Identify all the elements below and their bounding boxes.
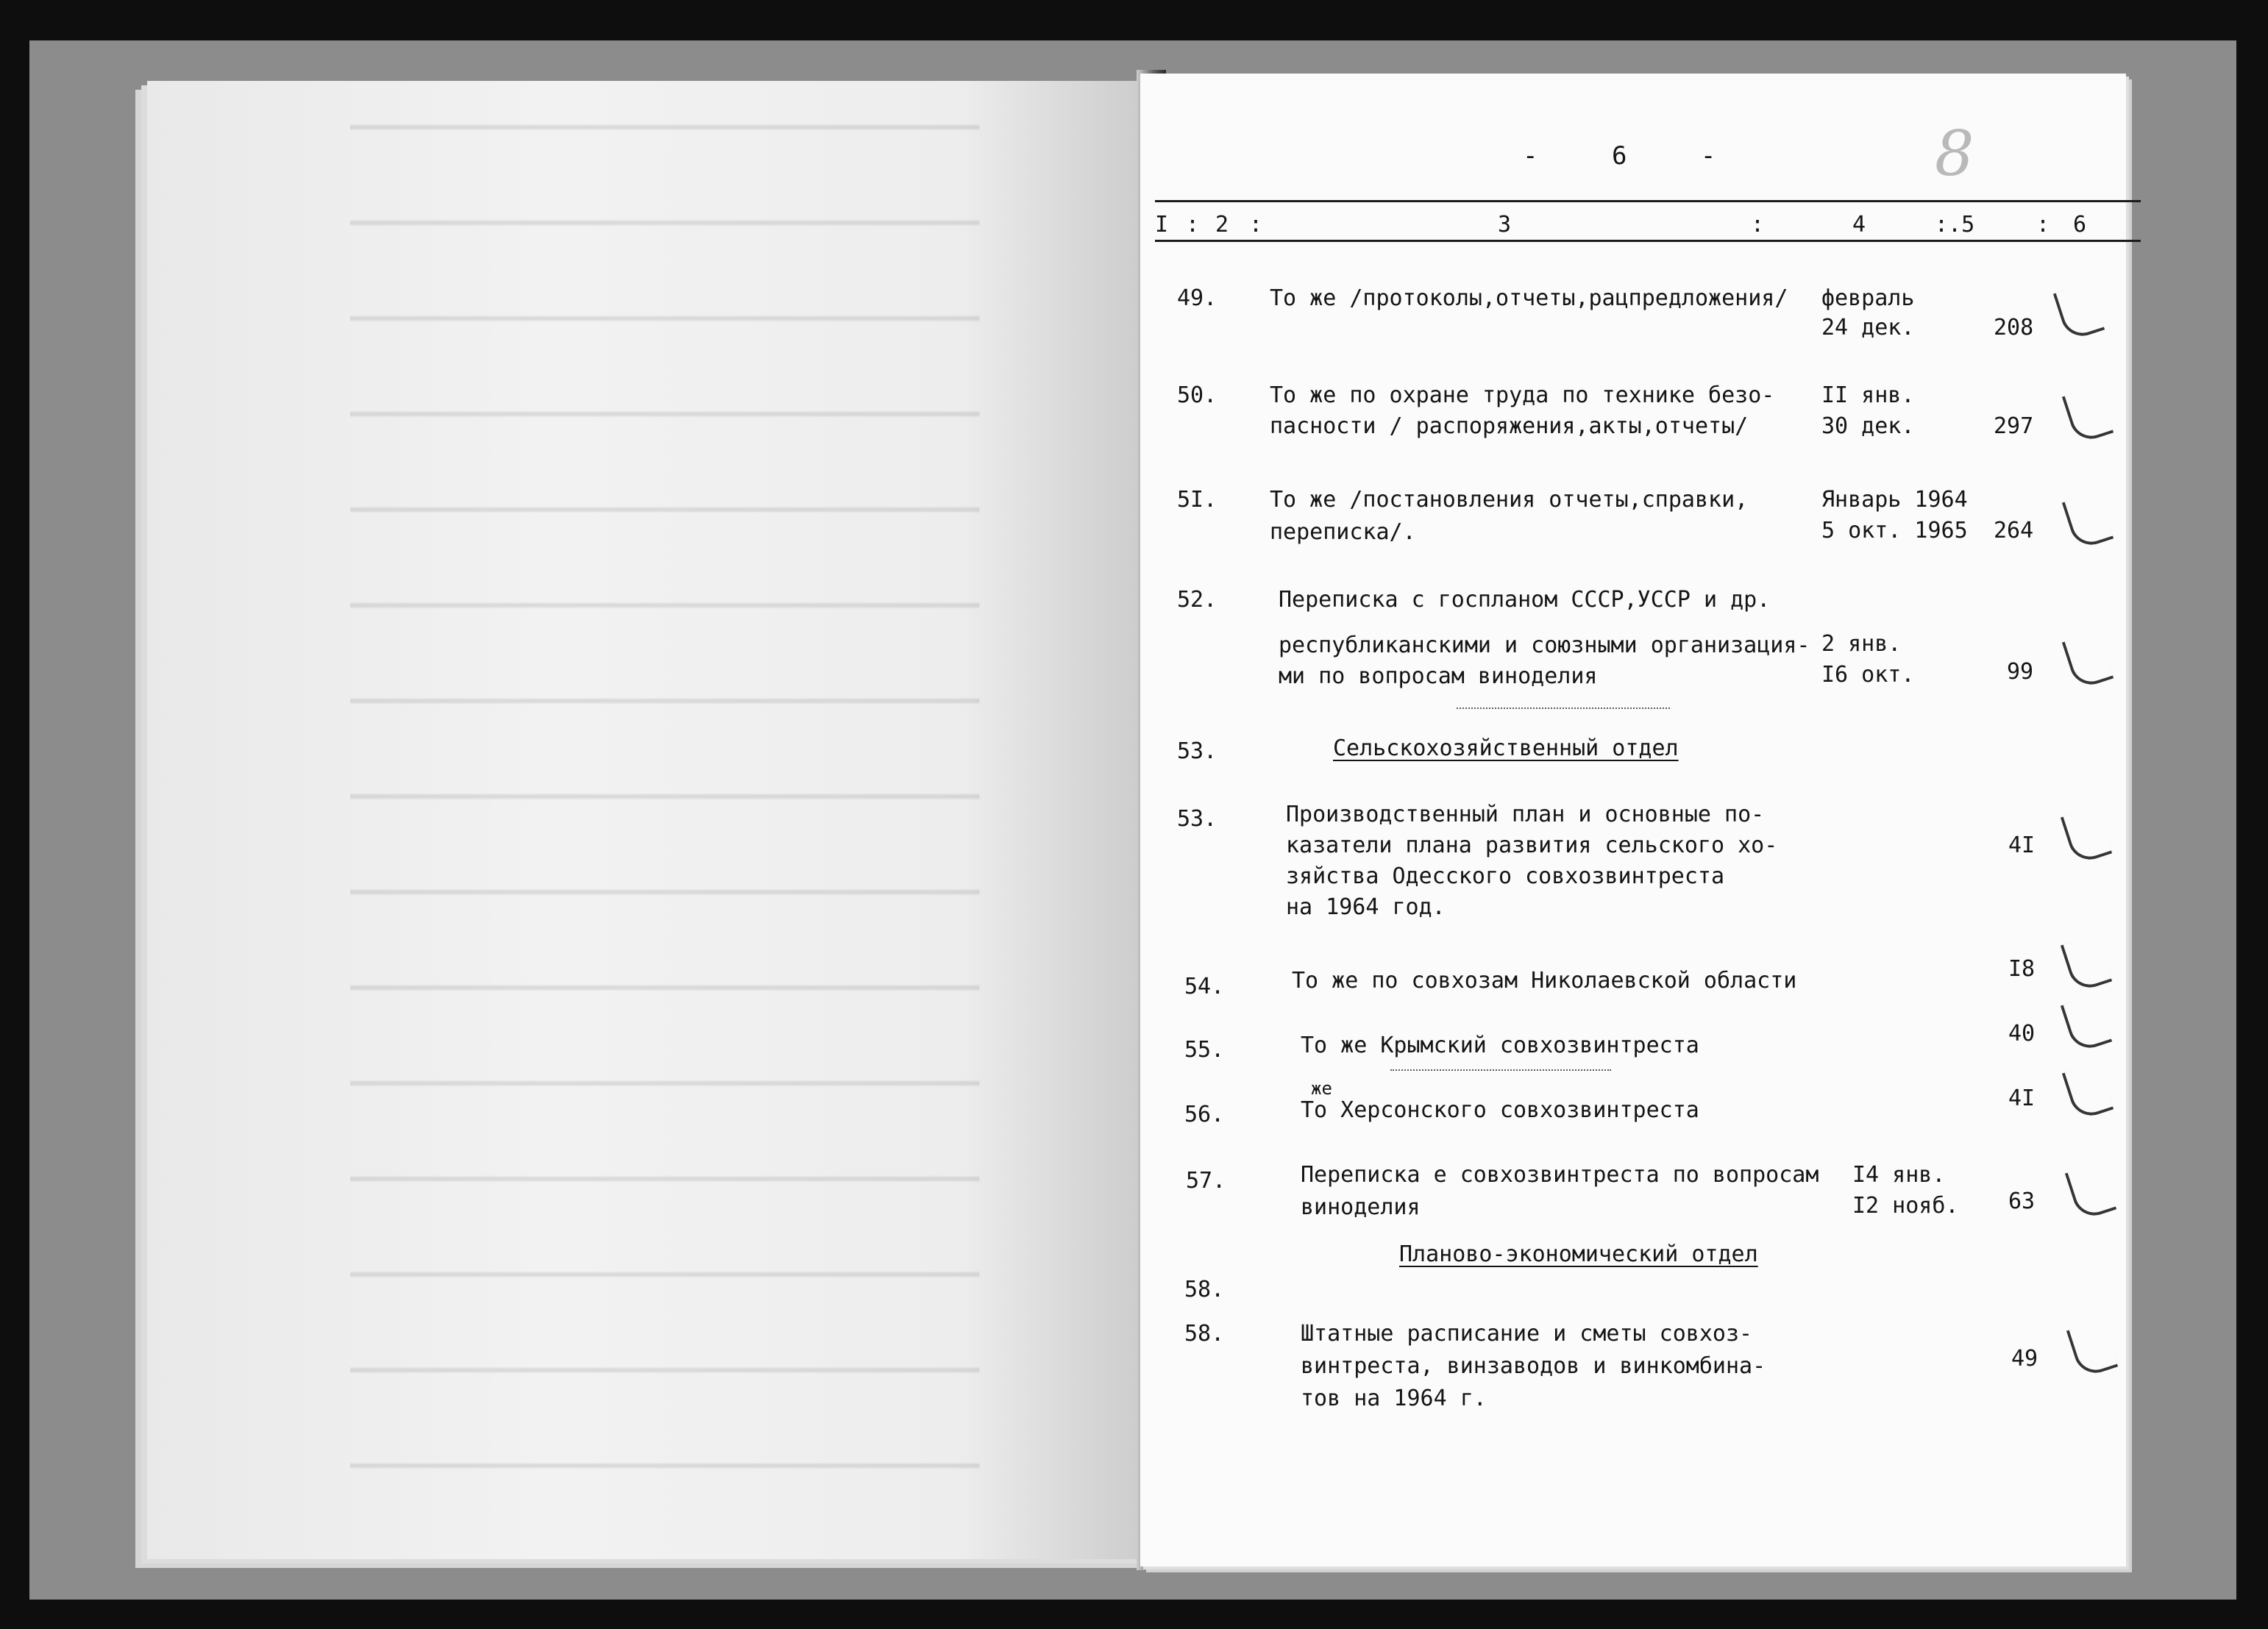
entry-52-title-line-2: республиканскими и союзными организация- xyxy=(1279,632,1810,658)
entry-58-sheet-count: 49 xyxy=(2011,1346,2038,1372)
entry-52-title-line-3: ми по вопросам виноделия xyxy=(1279,663,1598,689)
entry-55-number: 55. xyxy=(1184,1037,1225,1063)
header-col-4: 4 xyxy=(1852,212,1866,238)
entry-49-number: 49. xyxy=(1177,285,1217,311)
header-col-3: 3 xyxy=(1498,212,1512,238)
header-sep-3: : xyxy=(1751,212,1765,238)
entry-49-date-end: 24 дек. xyxy=(1821,315,1915,341)
checkmark-icon xyxy=(2061,934,2112,994)
section-heading-planning: Планово-экономический отдел xyxy=(1399,1241,1758,1267)
entry-58-title-line-3: тов на 1964 г. xyxy=(1301,1386,1487,1411)
right-page xyxy=(1140,74,2126,1566)
header-col-1: I xyxy=(1155,212,1169,238)
section-53-number: 53. xyxy=(1177,738,1217,764)
entry-50-title-line-1: То же по охране труда по технике безо- xyxy=(1270,382,1775,408)
entry-51-date-start: Январь 1964 xyxy=(1821,487,1968,513)
entry-51-sheet-count: 264 xyxy=(1994,518,2034,543)
header-col-5: :.5 xyxy=(1935,212,1975,238)
header-sep-1: : xyxy=(1186,212,1200,238)
entry-50-sheet-count: 297 xyxy=(1994,413,2034,439)
entry-57-date-start: I4 янв. xyxy=(1852,1162,1946,1188)
entry-55-title: То же Крымский совхозвинтреста xyxy=(1301,1033,1699,1058)
checkmark-icon xyxy=(2062,491,2114,551)
left-page-bleedthrough xyxy=(147,81,1162,1559)
entry-53-sheet-count: 4I xyxy=(2008,833,2036,858)
checkmark-icon xyxy=(2066,1319,2118,1379)
header-col-6: 6 xyxy=(2073,212,2087,238)
entry-53-title-line-3: зяйства Одесского совхозвинтреста xyxy=(1286,863,1725,889)
entry-54-title: То же по совхозам Николаевской области xyxy=(1292,968,1797,994)
entry-49-date-start: февраль xyxy=(1821,285,1915,311)
checkmark-icon xyxy=(2061,994,2112,1054)
entry-52-sheet-count: 99 xyxy=(2007,659,2034,685)
entry-58-title-line-1: Штатные расписание и сметы совхоз- xyxy=(1301,1321,1753,1347)
entry-57-sheet-count: 63 xyxy=(2008,1188,2036,1214)
entry-53-title-line-2: казатели плана развития сельского хо- xyxy=(1286,833,1778,858)
dotted-separator xyxy=(1390,1069,1611,1071)
entry-57-title-line-1: Переписка е совхозвинтреста по вопросам xyxy=(1301,1162,1819,1188)
header-sep-5: : xyxy=(2036,212,2050,238)
section-heading-agriculture: Сельскохозяйственный отдел xyxy=(1333,735,1679,761)
checkmark-icon xyxy=(2062,1062,2114,1122)
entry-50-date-end: 30 дек. xyxy=(1821,413,1915,439)
entry-53-number: 53. xyxy=(1177,806,1217,832)
entry-52-date-start: 2 янв. xyxy=(1821,631,1902,657)
dotted-separator xyxy=(1457,707,1670,709)
header-sep-2: : xyxy=(1249,212,1263,238)
checkmark-icon xyxy=(2061,806,2112,866)
entry-53-title-line-4: на 1964 год. xyxy=(1286,894,1446,920)
checkmark-icon xyxy=(2065,1162,2116,1222)
entry-51-date-end: 5 окт. 1965 xyxy=(1821,518,1968,543)
entry-56-number: 56. xyxy=(1184,1102,1225,1127)
entry-52-title-line-1: Переписка с госпланом СССР,УССР и др. xyxy=(1279,587,1771,613)
section-58-number: 58. xyxy=(1184,1277,1225,1302)
entry-50-title-line-2: пасности / распоряжения,акты,отчеты/ xyxy=(1270,413,1749,439)
bleedthrough-text xyxy=(147,81,1162,1559)
entry-53-title-line-1: Производственный план и основные по- xyxy=(1286,802,1765,827)
entry-52-date-end: I6 окт. xyxy=(1821,662,1915,688)
entry-51-title-line-2: переписка/. xyxy=(1270,519,1416,545)
entry-56-sheet-count: 4I xyxy=(2008,1086,2036,1111)
entry-58-title-line-2: винтреста, винзаводов и винкомбина- xyxy=(1301,1353,1766,1379)
entry-50-number: 50. xyxy=(1177,382,1217,408)
table-header-rule-bottom xyxy=(1155,240,2141,242)
header-col-2: 2 xyxy=(1215,212,1229,238)
checkmark-icon xyxy=(2062,385,2114,445)
entry-50-date-start: II янв. xyxy=(1821,382,1915,408)
entry-51-title-line-1: То же /постановления отчеты,справки, xyxy=(1270,487,1749,513)
entry-58-number: 58. xyxy=(1184,1321,1225,1347)
entry-57-title-line-2: виноделия xyxy=(1301,1194,1421,1220)
entry-51-number: 5I. xyxy=(1177,487,1217,513)
entry-52-number: 52. xyxy=(1177,587,1217,613)
entry-54-number: 54. xyxy=(1184,974,1225,999)
entry-56-title: То Херсонского совхозвинтреста xyxy=(1301,1097,1699,1123)
handwritten-sheet-number: 8 xyxy=(1935,118,1974,190)
entry-49-sheet-count: 208 xyxy=(1994,315,2034,341)
table-header-rule-top xyxy=(1155,200,2141,202)
checkmark-icon xyxy=(2062,631,2114,691)
entry-57-number: 57. xyxy=(1186,1168,1226,1194)
entry-54-sheet-count: I8 xyxy=(2008,956,2036,982)
entry-49-title: То же /протоколы,отчеты,рацпредложения/ xyxy=(1270,285,1788,311)
entry-55-sheet-count: 40 xyxy=(2008,1021,2036,1047)
entry-56-handwritten-insert: же xyxy=(1311,1078,1332,1099)
checkmark-icon xyxy=(2053,282,2105,342)
page-number: - 6 - xyxy=(1523,141,1746,171)
entry-57-date-end: I2 нояб. xyxy=(1852,1193,1959,1219)
